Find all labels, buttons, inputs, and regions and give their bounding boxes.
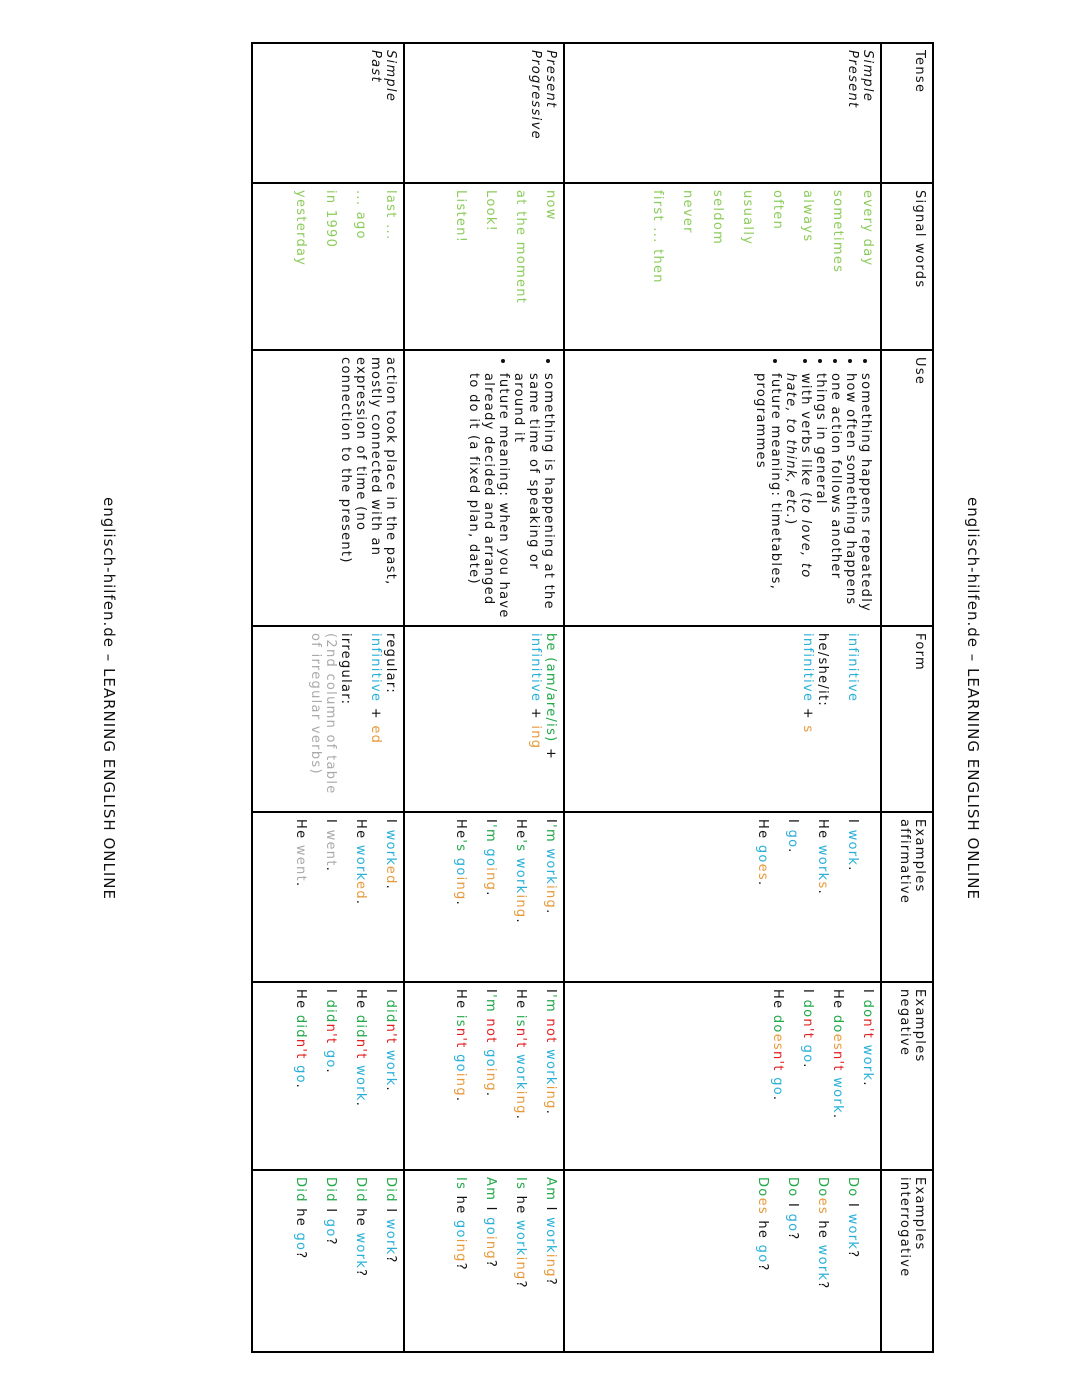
header-affirmative: Examples affirmative	[881, 812, 933, 982]
signal-words-simple-past: last ... ... ago in 1990 yesterday	[252, 183, 404, 350]
list-item: • something is happening at the same time of speaking or around it	[511, 373, 556, 619]
header-use: Use	[881, 350, 933, 626]
tense-table	[251, 42, 934, 1353]
table-header-row	[881, 43, 933, 1352]
table-row-simple-past	[252, 43, 404, 1352]
list-item: • one action follows another	[828, 373, 843, 619]
table-row-present-progressive	[404, 43, 564, 1352]
page-header: englisch-hilfen.de – LEARNING ENGLISH ONLINE	[964, 497, 982, 900]
tense-simple-past: Simple Past	[252, 43, 404, 183]
header-interrogative: Examples interrogative	[881, 1170, 933, 1352]
header-negative: Examples negative	[881, 982, 933, 1170]
interrogative-present-progressive: Am I working? Is he working? Am I going? Is he going?	[404, 1170, 564, 1352]
tense-simple-present: Simple Present	[564, 43, 881, 183]
list-item: • things in general	[813, 373, 828, 619]
form-simple-past: regular: infinitive + ed irregular: (2nd column of table of irregular verbs)	[252, 626, 404, 812]
interrogative-simple-present: Do I work? Does he work? Do I go? Does he go?	[564, 1170, 881, 1352]
list-item: • with verbs like (to love, to hate, to think, etc.)	[783, 373, 813, 619]
negative-simple-past: I didn't work. He didn't work. I didn't go. He didn't go.	[252, 982, 404, 1170]
use-list	[466, 357, 556, 619]
form-present-progressive: be (am/are/is) + infinitive + ing	[404, 626, 564, 812]
negative-simple-present: I don't work. He doesn't work. I don't go. He doesn't go.	[564, 982, 881, 1170]
header-form: Form	[881, 626, 933, 812]
signal-words-present-progressive: now at the moment Look! Listen!	[404, 183, 564, 350]
header-signal-words: Signal words	[881, 183, 933, 350]
form-simple-present: infinitive he/she/it: infinitive + s	[564, 626, 881, 812]
use-simple-past: action took place in the past, mostly connected with an expression of time (no connection to the present)	[252, 350, 404, 626]
list-item: • something happens repeatedly	[858, 373, 873, 619]
interrogative-simple-past: Did I work? Did he work? Did I go? Did he go?	[252, 1170, 404, 1352]
use-list	[753, 357, 873, 619]
tense-present-progressive: Present Progressive	[404, 43, 564, 183]
signal-words-simple-present: every day sometimes always often usually seldom never first ... then	[564, 183, 881, 350]
table-row-simple-present	[564, 43, 881, 1352]
list-item: • future meaning: when you have already decided and arranged to do it (a fixed plan, date)	[466, 373, 511, 619]
negative-present-progressive: I'm not working. He isn't working. I'm not going. He isn't going.	[404, 982, 564, 1170]
use-present-progressive	[404, 350, 564, 626]
use-simple-present	[564, 350, 881, 626]
header-tense: Tense	[881, 43, 933, 183]
affirmative-present-progressive: I'm working. He's working. I'm going. He's going.	[404, 812, 564, 982]
list-item: • how often something happens	[843, 373, 858, 619]
affirmative-simple-past: I worked. He worked. I went. He went.	[252, 812, 404, 982]
list-item: • future meaning: timetables, programmes	[753, 373, 783, 619]
affirmative-simple-present: I work. He works. I go. He goes.	[564, 812, 881, 982]
page-footer: englisch-hilfen.de – LEARNING ENGLISH ONLINE	[100, 497, 118, 900]
